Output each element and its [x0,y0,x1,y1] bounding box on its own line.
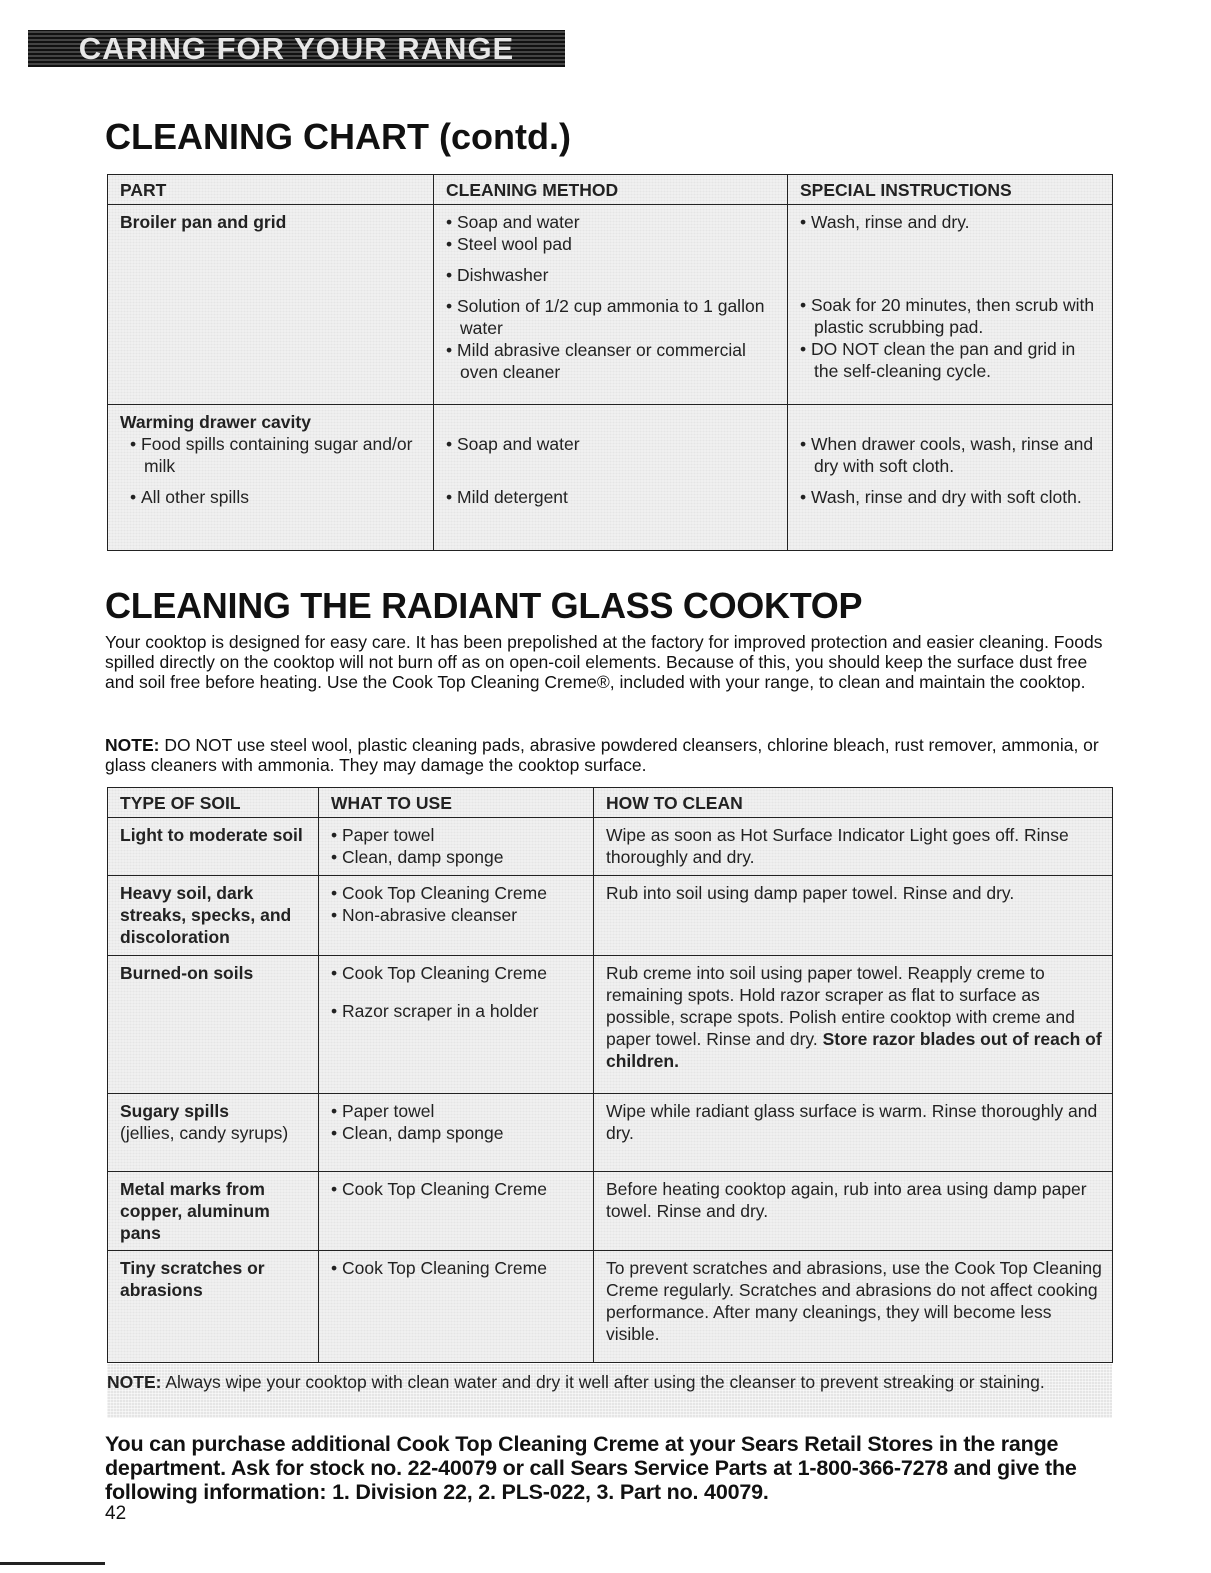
column-header-special-instructions: SPECIAL INSTRUCTIONS [788,175,1113,205]
how-cell: Wipe as soon as Hot Surface Indicator Light goes off. Rinse thoroughly and dry. [594,818,1113,876]
cooktop-cleaning-table [107,787,1113,1363]
footer-rule [0,1562,105,1565]
cleaning-chart-title: CLEANING CHART (contd.) [105,116,571,157]
soil-cell [108,1094,319,1172]
how-cell: Before heating cooktop again, rub into area using damp paper towel. Rinse and dry. [594,1172,1113,1251]
method-item: • Soap and water [446,433,777,455]
table-row [108,956,1113,1094]
cooktop-section-title: CLEANING THE RADIANT GLASS COOKTOP [105,585,863,626]
table-row [108,405,1113,551]
soil-cell: Light to moderate soil [108,818,319,876]
how-cell: Rub into soil using damp paper towel. Rinse and dry. [594,876,1113,956]
use-item: • Clean, damp sponge [331,846,583,868]
cleaning-chart-table [107,174,1113,551]
soil-cell: Tiny scratches or abrasions [108,1251,319,1363]
soil-note: (jellies, candy syrups) [120,1123,289,1143]
table-row [108,1172,1113,1251]
part-label: Warming drawer cavity [120,412,311,432]
how-cell: To prevent scratches and abrasions, use the Cook Top Cleaning Creme regularly. Scratches and abrasions do not affect cooking performance. After many cleanings, they will become less visible. [594,1251,1113,1363]
note-label: NOTE: [105,735,160,755]
use-cell [319,1094,594,1172]
column-header-part: PART [108,175,434,205]
section-banner: CARING FOR YOUR RANGE [28,30,565,67]
use-item: • Cook Top Cleaning Creme [331,882,583,904]
method-cell [434,405,788,551]
page-number: 42 [105,1503,127,1524]
column-header-how-to-clean: HOW TO CLEAN [594,788,1113,818]
soil-cell: Metal marks from copper, aluminum pans [108,1172,319,1251]
method-item: • Mild detergent [446,486,777,508]
table-row [108,818,1113,876]
instruction-item: • DO NOT clean the pan and grid in the self-cleaning cycle. [800,338,1102,382]
table-header-row [108,175,1113,205]
table-row [108,876,1113,956]
purchase-info: You can purchase additional Cook Top Cleaning Creme at your Sears Retail Stores in the range department. Ask for stock no. 22-40079 or call Sears Service Parts at 1-800-366-7278 and give the following information: 1. Division 22, 2. PLS-022, 3. Part no. 40079. [105,1432,1077,1504]
use-cell [319,876,594,956]
how-warning: Store razor blades out of reach of children. [606,1029,1102,1071]
part-cell [108,405,434,551]
column-header-cleaning-method: CLEANING METHOD [434,175,788,205]
note-text: DO NOT use steel wool, plastic cleaning pads, abrasive powdered cleansers, chlorine bleach, rust remover, ammonia, or glass cleaners with ammonia. They may damage the cooktop surface. [105,735,1099,775]
note-label: NOTE: [107,1372,162,1392]
method-cell [434,205,788,405]
how-cell: Wipe while radiant glass surface is warm. Rinse thoroughly and dry. [594,1094,1113,1172]
use-item: • Cook Top Cleaning Creme [331,1178,583,1200]
soil-label: Sugary spills [120,1101,229,1121]
instructions-cell [788,405,1113,551]
instructions-cell [788,205,1113,405]
use-cell [319,818,594,876]
use-cell [319,1172,594,1251]
instruction-item: • Soak for 20 minutes, then scrub with plastic scrubbing pad. [800,294,1102,338]
intro-paragraph: Your cooktop is designed for easy care. It has been prepolished at the factory for improved protection and easier cleaning. Foods spilled directly on the cooktop will not burn off as on open-coil elements. Because of this, you should keep the surface dust free and soil free before heating. Use the Cook Top Cleaning Creme®, included with your range, to clean and maintain the cooktop. [105,632,1103,692]
method-item: • Mild abrasive cleanser or commercial oven cleaner [446,339,777,383]
instruction-item: • Wash, rinse and dry. [800,211,1102,233]
use-item: • Cook Top Cleaning Creme [331,962,583,984]
how-text: Rub creme into soil using paper towel. Reapply creme to remaining spots. Hold razor scraper as flat to surface as possible, scrape spots. Polish entire cooktop with creme and paper towel. Rinse and dry. [606,963,1075,1049]
use-item: • Clean, damp sponge [331,1122,583,1144]
use-cell [319,956,594,1094]
table-row [108,205,1113,405]
streaking-note [107,1364,1112,1418]
subpart-item: • Food spills containing sugar and/or milk [130,433,423,477]
use-cell [319,1251,594,1363]
instruction-item: • When drawer cools, wash, rinse and dry with soft cloth. [800,433,1102,477]
table-row [108,1094,1113,1172]
subpart-item: • All other spills [130,486,423,508]
column-header-type-of-soil: TYPE OF SOIL [108,788,319,818]
soil-cell: Burned-on soils [108,956,319,1094]
use-item: • Razor scraper in a holder [331,1000,583,1022]
use-item: • Non-abrasive cleanser [331,904,583,926]
method-item: • Dishwasher [446,264,777,286]
method-item: • Steel wool pad [446,233,777,255]
note-text: Always wipe your cooktop with clean water and dry it well after using the cleanser to prevent streaking or staining. [161,1372,1045,1392]
method-item: • Solution of 1/2 cup ammonia to 1 gallon water [446,295,777,339]
use-item: • Paper towel [331,824,583,846]
table-row [108,1251,1113,1363]
use-item: • Paper towel [331,1100,583,1122]
instruction-item: • Wash, rinse and dry with soft cloth. [800,486,1102,508]
note-paragraph [105,735,1105,775]
how-cell [594,956,1113,1094]
table-header-row [108,788,1113,818]
use-item: • Cook Top Cleaning Creme [331,1257,583,1279]
method-item: • Soap and water [446,211,777,233]
part-cell: Broiler pan and grid [108,205,434,405]
soil-cell: Heavy soil, dark streaks, specks, and discoloration [108,876,319,956]
column-header-what-to-use: WHAT TO USE [319,788,594,818]
